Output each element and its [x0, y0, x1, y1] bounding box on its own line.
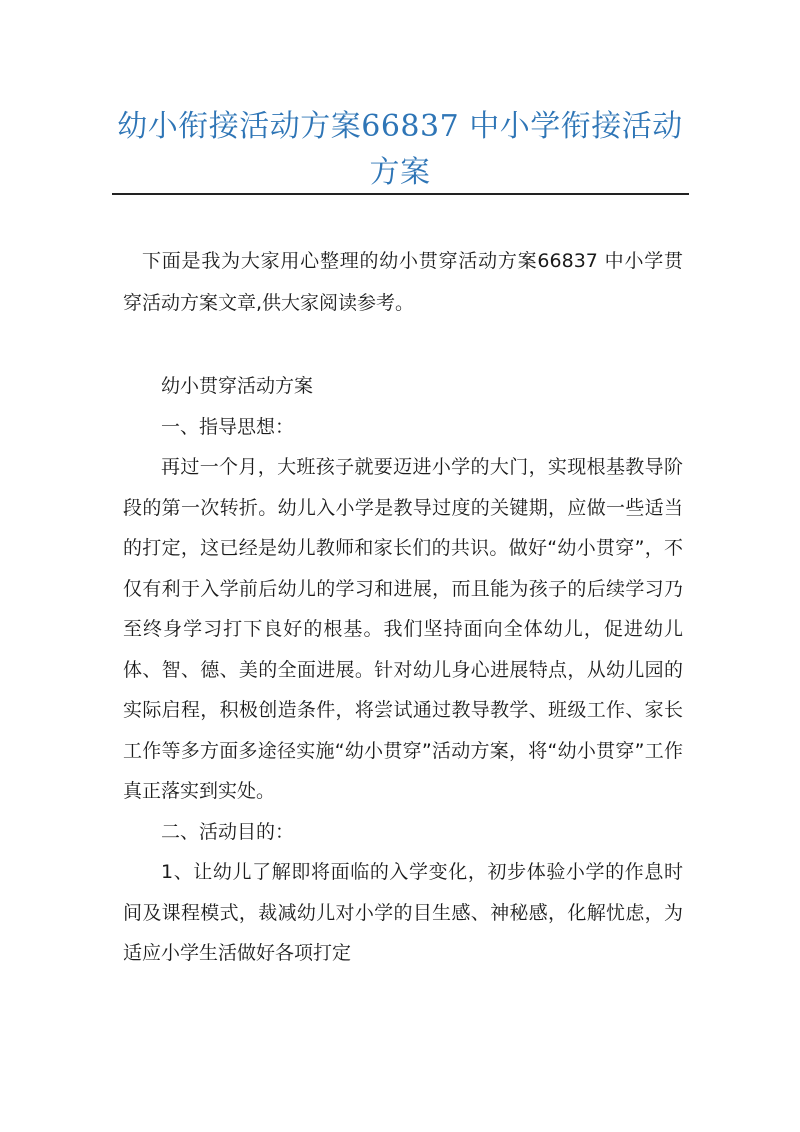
section-body-guiding-ideology: 再过一个月，大班孩子就要迈进小学的大门，实现根基教导阶段的第一次转折。幼儿入小学是教导过度的关键期，应做一些适当的打定，这已经是幼儿教师和家长们的共识。做好“幼小贯穿”，不仅有利于入学前后幼儿的学习和进展，而且能为孩子的后续学习乃至终身学习打下良好的根基。我们坚持面向全体幼儿，促进幼儿体、智、德、美的全面进展。针对幼儿身心进展特点，从幼儿园的实际启程，积极创造条件，将尝试通过教导教学、班级工作、家长工作等多方面多途径实施“幼小贯穿”活动方案，将“幼小贯穿”工作真正落实到实处。 — [123, 456, 683, 802]
title-divider — [112, 193, 689, 195]
intro-paragraph: 下面是我为大家用心整理的幼小贯穿活动方案66837 中小学贯穿活动方案文章,供大家阅读参考。 — [123, 250, 683, 314]
document-title: 幼小衔接活动方案66837 中小学衔接活动方案 — [117, 109, 683, 190]
goal-item-1: 1、让幼儿了解即将面临的入学变化，初步体验小学的作息时间及课程模式，裁减幼儿对小学的目生感、神秘感，化解忧虑，为适应小学生活做好各项打定 — [123, 861, 683, 964]
main-heading: 幼小贯穿活动方案 — [161, 375, 314, 397]
intro-block — [123, 240, 683, 324]
content-block — [123, 366, 683, 974]
section-heading-guiding-ideology: 一、指导思想： — [161, 415, 295, 438]
section-heading-activity-goals: 二、活动目的： — [161, 820, 295, 843]
